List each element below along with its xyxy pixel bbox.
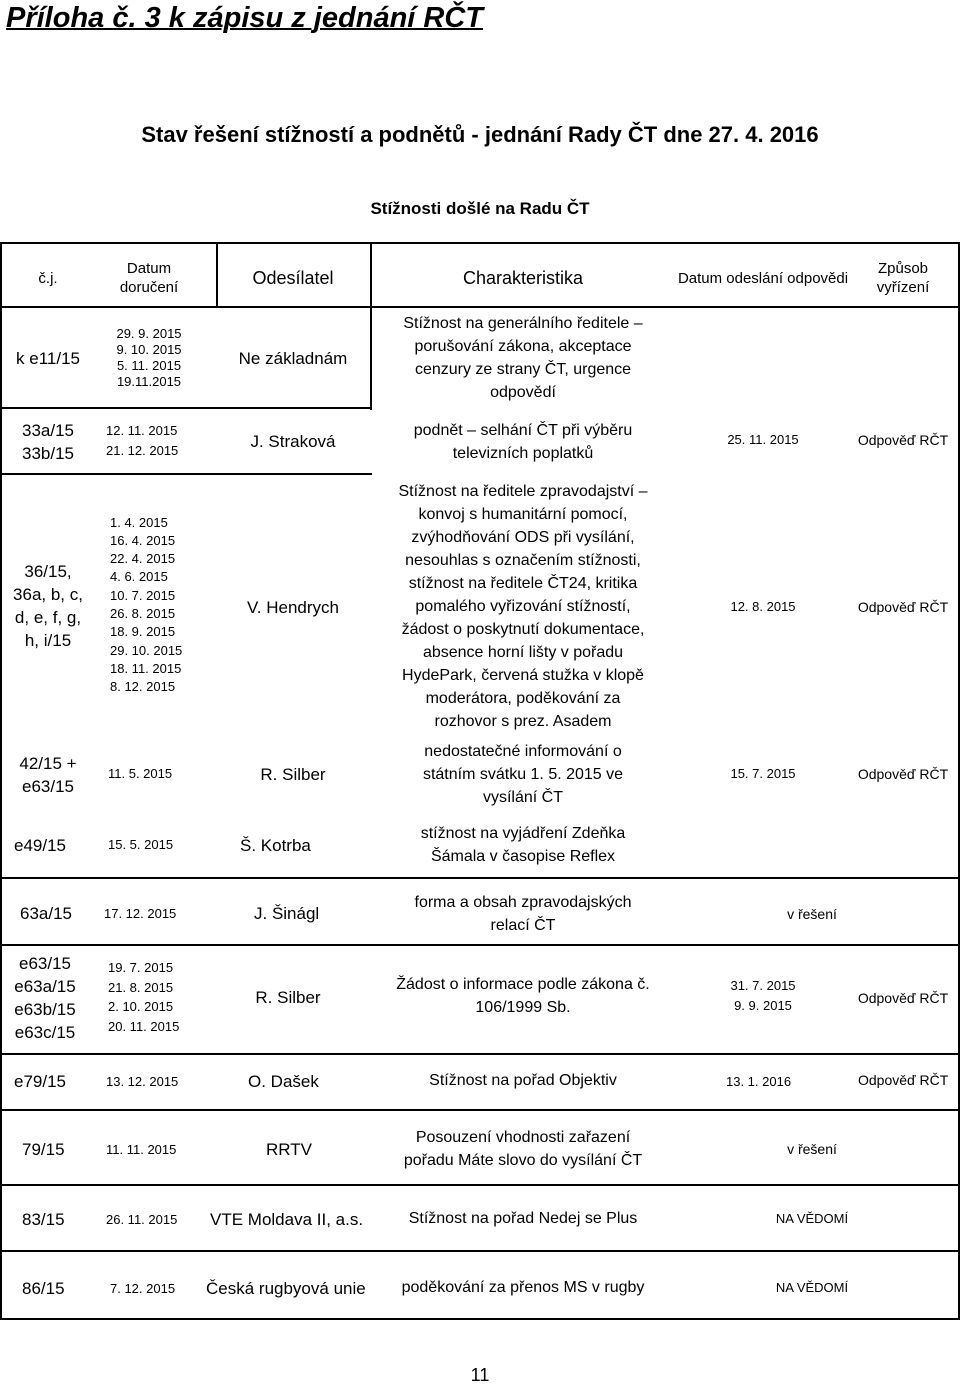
header-charakteristika: Charakteristika [462, 268, 584, 288]
row-3-description: Stížnost na ředitele zpravodajství – konvoj s humanitární pomocí, zvýhodňování ODS při vysílání, nesouhlas s označením stížnosti, stížnost na ředitele ČT24, kritika pomalého vyřizování stížností, žádost o poskytnutí dokumentace, absence horní lišty v pořadu HydePark, červená stužka v klopě moderátora, poděkování za rozhovor s prez. Asadem [398, 482, 648, 730]
row-7-reply-date: 31. 7. 2015 9. 9. 2015 [730, 978, 796, 1013]
table-rule-row-9 [0, 1184, 960, 1186]
row-6-description: forma a obsah zpravodajských relací ČT [414, 894, 632, 934]
table-rule-row-5 [0, 877, 960, 879]
row-2-result: Odpověď RČT [857, 431, 949, 448]
row-2-sender: J. Straková [250, 431, 336, 451]
table-rule-row-10 [0, 1250, 960, 1252]
header-odesilatel: Odesílatel [252, 268, 334, 288]
row-10-description: Stížnost na pořad Nedej se Plus [408, 1209, 638, 1227]
row-2-cj: 33a/15 33b/15 [22, 421, 74, 463]
row-2-dates: 12. 11. 2015 21. 12. 2015 [106, 423, 179, 458]
table-rule-left [0, 242, 2, 1320]
row-11-result: NA VĚDOMÍ [775, 1280, 849, 1295]
row-3-result: Odpověď RČT [857, 598, 949, 615]
row-3-dates: 1. 4. 2015 16. 4. 2015 22. 4. 2015 4. 6. 2015 10. 7. 2015 26. 8. 2015 18. 9. 2015 29. 10. 2015 18. 11. 2015 8. 12. 2015 [110, 514, 183, 695]
page-number: 11 [470, 1365, 490, 1385]
row-8-result: Odpověď RČT [858, 1072, 949, 1088]
row-5-description: stížnost na vyjádření Zdeňka Šámala v časopise Reflex [420, 825, 626, 865]
row-8-description: Stížnost na pořad Objektiv [429, 1071, 617, 1089]
row-5-cj: e49/15 [14, 836, 66, 855]
row-1-dates: 29. 9. 2015 9. 10. 2015 5. 11. 2015 19.11.2015 [116, 326, 182, 389]
row-11-description: poděkování za přenos MS v rugby [401, 1278, 645, 1296]
row-9-cj: 79/15 [22, 1140, 65, 1159]
table-rule-row-6 [0, 944, 960, 946]
row-2-description: podnět – selhání ČT při výběru televizních poplatků [413, 422, 633, 462]
row-6-sender: J. Šinágl [254, 904, 320, 923]
table-rule-row-8 [0, 1109, 960, 1111]
row-11-sender: Česká rugbyová unie [206, 1279, 366, 1298]
row-10-result: NA VĚDOMÍ [775, 1211, 849, 1226]
section-title: Stížnosti došlé na Radu ČT [370, 199, 590, 218]
row-8-dates: 13. 12. 2015 [106, 1074, 179, 1089]
row-7-sender: R. Silber [255, 987, 321, 1007]
row-1-sender: Ne základnám [238, 348, 348, 368]
row-4-cj: 42/15 + e63/15 [19, 754, 77, 796]
table-rule-bottom [0, 1318, 960, 1320]
row-6-dates: 17. 12. 2015 [104, 906, 177, 921]
table-rule-desc-divider [370, 242, 372, 410]
row-3-cj: 36/15, 36a, b, c, d, e, f, g, h, i/15 [13, 562, 83, 650]
header-cj: č.j. [38, 269, 58, 287]
row-4-reply-date: 15. 7. 2015 [730, 766, 796, 781]
row-4-sender: R. Silber [260, 764, 326, 784]
row-7-result: Odpověď RČT [857, 989, 949, 1006]
row-5-dates: 15. 5. 2015 [108, 837, 174, 852]
document-title: Příloha č. 3 k zápisu z jednání RČT [6, 2, 483, 34]
row-8-cj: e79/15 [14, 1072, 66, 1091]
row-5-sender: Š. Kotrba [240, 836, 311, 855]
header-zpusob-vyrizeni: Způsob vyřízení [876, 260, 930, 296]
row-7-description: Žádost o informace podle zákona č. 106/1999 Sb. [396, 976, 650, 1016]
header-datum-doruceni: Datum doručení [119, 260, 179, 296]
row-6-result: v řešení [787, 905, 837, 922]
row-8-sender: O. Dašek [248, 1072, 319, 1091]
row-9-dates: 11. 11. 2015 [106, 1142, 177, 1157]
row-11-dates: 7. 12. 2015 [110, 1281, 176, 1296]
row-4-result: Odpověď RČT [857, 765, 949, 782]
table-rule-row-1 [0, 407, 372, 409]
table-rule-header [0, 306, 960, 308]
row-1-cj: k e11/15 [16, 348, 80, 368]
row-9-result: v řešení [787, 1140, 837, 1157]
row-11-cj: 86/15 [22, 1279, 65, 1298]
row-1-description: Stížnost na generálního ředitele – porušování zákona, akceptace cenzury ze strany ČT, urgence odpovědí [403, 315, 643, 401]
row-9-description: Posouzení vhodnosti zařazení pořadu Máte slovo do vysílání ČT [403, 1129, 643, 1169]
row-10-cj: 83/15 [22, 1210, 65, 1229]
row-7-dates: 19. 7. 2015 21. 8. 2015 2. 10. 2015 20. 11. 2015 [108, 960, 180, 1034]
table-rule-row-7 [0, 1053, 960, 1055]
table-rule-row-2 [0, 473, 372, 475]
table-rule-header-divider [216, 242, 218, 308]
row-10-dates: 26. 11. 2015 [106, 1212, 178, 1227]
row-9-sender: RRTV [266, 1140, 312, 1159]
row-2-reply-date: 25. 11. 2015 [727, 432, 799, 447]
row-10-sender: VTE Moldava II, a.s. [210, 1210, 364, 1229]
row-7-cj: e63/15 e63a/15 e63b/15 e63c/15 [14, 954, 76, 1042]
row-4-description: nedostatečné informování o státním svátku 1. 5. 2015 ve vysílání ČT [422, 742, 624, 806]
header-datum-odeslani: Datum odeslání odpovědi [677, 269, 849, 287]
row-3-sender: V. Hendrych [247, 597, 339, 617]
row-3-reply-date: 12. 8. 2015 [730, 599, 796, 614]
row-8-reply-date: 13. 1. 2016 [726, 1074, 792, 1089]
row-4-dates: 11. 5. 2015 [108, 766, 173, 781]
table-rule-top [0, 242, 960, 244]
row-6-cj: 63a/15 [20, 904, 72, 923]
report-subtitle: Stav řešení stížností a podnětů - jednání Rady ČT dne 27. 4. 2016 [141, 122, 819, 147]
